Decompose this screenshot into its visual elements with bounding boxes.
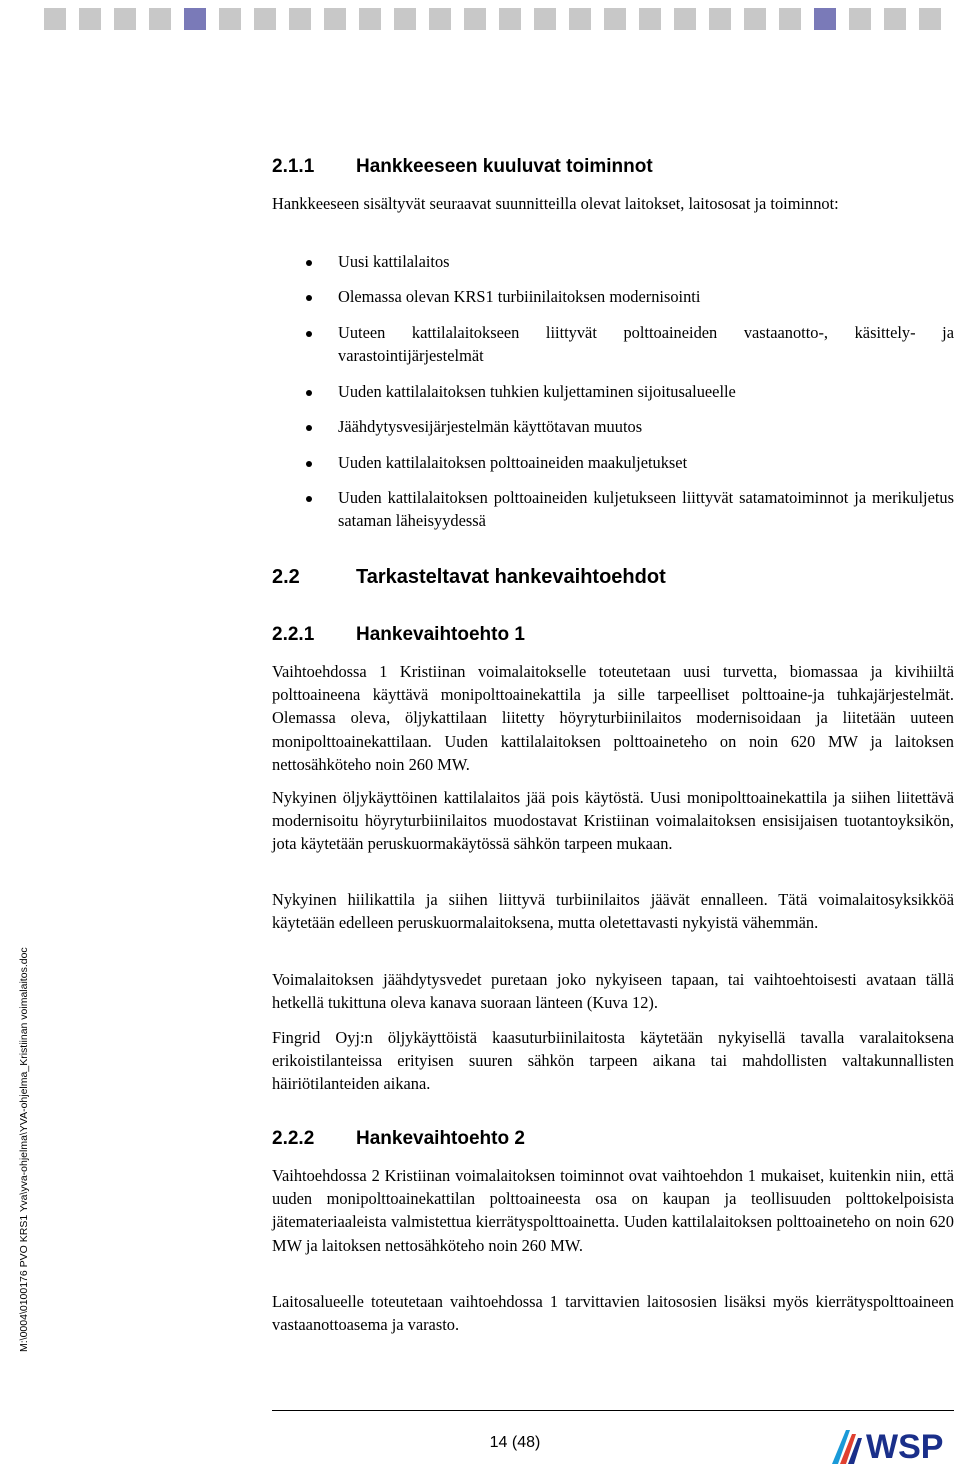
header-square (639, 8, 661, 30)
header-square (779, 8, 801, 30)
paragraph: Laitosalueelle toteutetaan vaihtoehdossa 1 tarvittavien laitososien lisäksi myös kierrätyspolttoaineen vastaanottoasema ja varasto. (272, 1292, 954, 1335)
bullet-icon (306, 496, 312, 502)
paragraph: Nykyinen öljykäyttöinen kattilalaitos jää pois käytöstä. Uusi monipolttoainekattila ja siihen liitettävä modernisoitu höyryturbiinilaitos muodostavat Kristiinan voimalaitoksen ensisijaisen tuotantoyksikön, jota käytetään peruskuormakäytössä sähkön tarpeen mukaan. (272, 788, 954, 854)
heading-number: 2.2.2 (272, 1128, 315, 1149)
bullet-icon (306, 331, 312, 337)
heading-number: 2.1.1 (272, 156, 315, 177)
header-square (114, 8, 136, 30)
paragraph: Vaihtoehdossa 1 Kristiinan voimalaitokselle toteutetaan uusi turvetta, biomassaa ja kivihiiltä polttoaineena käyttävä monipolttoainekattila ja sille tarpeelliset polttoaine-ja tuhkajärjestelmät. Olemassa oleva, öljykattilaan liitetty höyryturbiinilaitos modernisoidaan ja liitetään uuteen monipolttoainekattilaan. Uuden kattilalaitoksen polttoaineteho on noin 620 MW ja laitoksen nettosähköteho noin 260 MW. (272, 662, 954, 774)
header-square (394, 8, 416, 30)
header-square (149, 8, 171, 30)
page-number: 14 (48) (489, 1434, 541, 1451)
paragraph: Vaihtoehdossa 2 Kristiinan voimalaitoksen toiminnot ovat vaihtoehdon 1 mukaiset, kuitenkin niin, että uuden monipolttoainekattilan polttoaineesta osa on kaupan ja teollisuuden polttokelpoisista jätemateriaaleista valmistettua kierrätyspolttoainetta. Uuden kattilalaitoksen polttoaineteho on noin 620 MW ja laitoksen nettosähköteho noin 260 MW. (272, 1166, 954, 1255)
header-square (709, 8, 731, 30)
list-item-text: Jäähdytysvesijärjestelmän käyttötavan muutos (338, 417, 643, 436)
wsp-logo (828, 1424, 958, 1466)
heading-title: Tarkasteltavat hankevaihtoehdot (356, 566, 666, 588)
bullet-icon (306, 295, 312, 301)
bullet-icon (306, 390, 312, 396)
header-square (324, 8, 346, 30)
heading-title: Hankkeeseen kuuluvat toiminnot (356, 156, 653, 177)
header-square (219, 8, 241, 30)
intro-paragraph: Hankkeeseen sisältyvät seuraavat suunnitteilla olevat laitokset, laitososat ja toiminnot: (272, 194, 839, 213)
file-path: M:\0004\0100176 PVO KRS1 Yva\yva-ohjelma\YVA-ohjelma_Kristiinan voimalaitos.doc (18, 947, 30, 1352)
list-item-text: Uusi kattilalaitos (338, 252, 450, 271)
header-square (359, 8, 381, 30)
heading-2-1-1 (272, 156, 653, 178)
heading-2-2 (272, 566, 666, 589)
header-square (464, 8, 486, 30)
logo-text: WSP (866, 1428, 944, 1466)
bullet-icon (306, 425, 312, 431)
heading-title: Hankevaihtoehto 2 (356, 1128, 525, 1149)
header-square (289, 8, 311, 30)
header-square (919, 8, 941, 30)
heading-title: Hankevaihtoehto 1 (356, 624, 525, 645)
paragraph: Voimalaitoksen jäähdytysvedet puretaan joko nykyiseen tapaan, tai vaihtoehtoisesti avataan tällä hetkellä tukittuna oleva kanava suoraan länteen (Kuva 12). (272, 970, 954, 1013)
heading-2-2-2 (272, 1128, 525, 1150)
header-square (44, 8, 66, 30)
header-square (184, 8, 206, 30)
header-color-bar (44, 8, 954, 30)
header-square (79, 8, 101, 30)
bullet-icon (306, 461, 312, 467)
header-square (849, 8, 871, 30)
header-square (744, 8, 766, 30)
list-item-text: Olemassa olevan KRS1 turbiinilaitoksen modernisointi (338, 287, 701, 306)
list-item-text: Uuden kattilalaitoksen polttoaineiden kuljetukseen liittyvät satamatoiminnot ja merikuljetus sataman läheisyydessä (338, 488, 954, 531)
heading-number: 2.2 (272, 566, 300, 588)
header-square (884, 8, 906, 30)
bullet-icon (306, 260, 312, 266)
list-item-text: Uuden kattilalaitoksen tuhkien kuljettaminen sijoitusalueelle (338, 382, 736, 401)
header-square (534, 8, 556, 30)
header-square (569, 8, 591, 30)
logo-mark-icon (832, 1430, 862, 1464)
header-square (499, 8, 521, 30)
header-square (814, 8, 836, 30)
list-item-text: Uuden kattilalaitoksen polttoaineiden maakuljetukset (338, 453, 688, 472)
footer-divider (272, 1410, 954, 1411)
header-square (429, 8, 451, 30)
paragraph: Fingrid Oyj:n öljykäyttöistä kaasuturbiinilaitosta käytetään nykyisellä tavalla varalaitoksena erikoistilanteissa erityisen suuren sähkön tarpeen aikana tai mahdollisten valtakunnallisten häiriötilanteiden aikana. (272, 1028, 954, 1094)
list-item-text: Uuteen kattilalaitokseen liittyvät polttoaineiden vastaanotto-, käsittely- ja varastointijärjestelmät (338, 323, 954, 366)
paragraph: Nykyinen hiilikattila ja siihen liittyvä turbiinilaitos jäävät ennalleen. Tätä voimalaitosyksikköä käytetään edelleen peruskuormalaitoksena, mutta oletettavasti nykyistä vähemmän. (272, 890, 954, 933)
header-square (674, 8, 696, 30)
header-square (254, 8, 276, 30)
heading-2-2-1 (272, 624, 525, 646)
heading-number: 2.2.1 (272, 624, 315, 645)
header-square (604, 8, 626, 30)
